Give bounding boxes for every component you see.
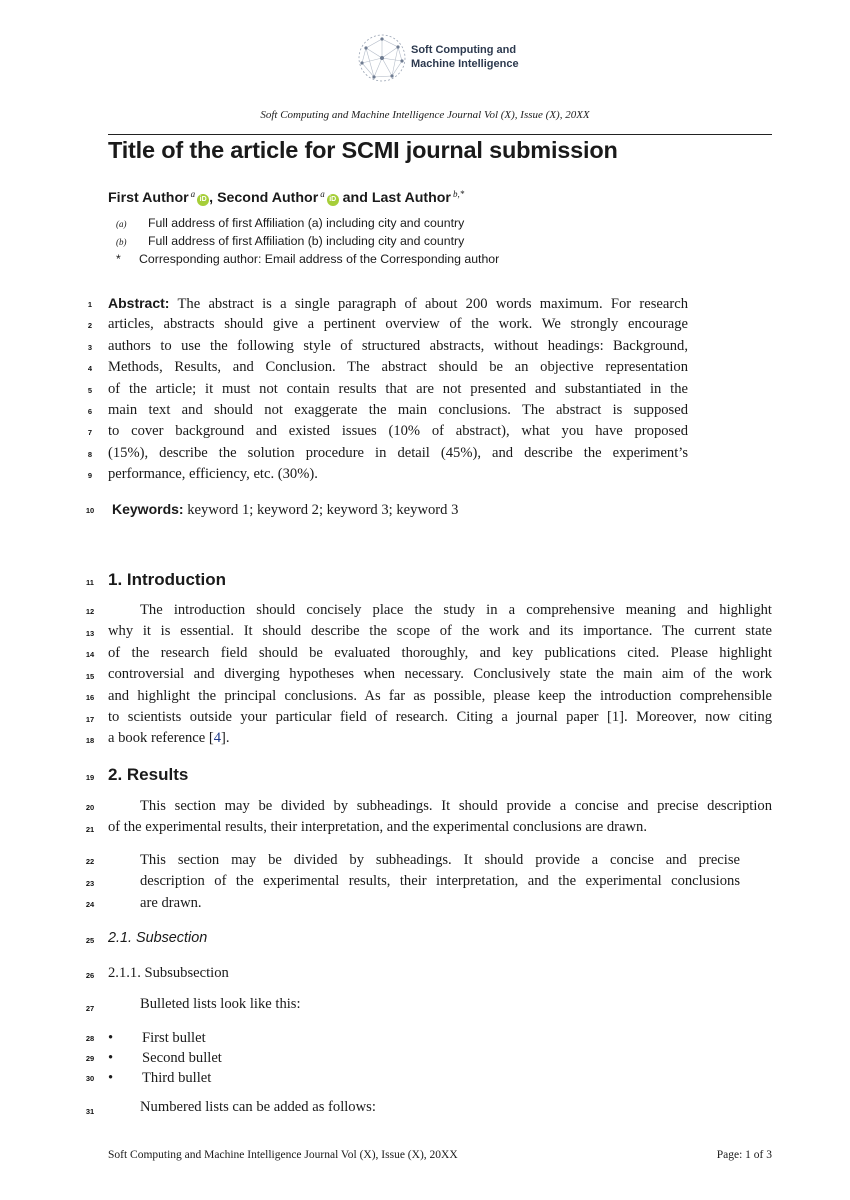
corresponding-author xyxy=(116,252,500,266)
paragraph-line: This section may be divided by subheadings. It should provide a concise and precise description xyxy=(140,798,772,814)
line-number: 10 xyxy=(85,506,95,515)
author-list xyxy=(108,189,464,206)
line-number: 15 xyxy=(85,672,95,681)
author-1-affil: a xyxy=(190,189,196,199)
affiliation-b xyxy=(116,234,465,248)
quote-line: are drawn. xyxy=(140,894,202,911)
affiliation-a xyxy=(116,216,465,230)
author-3: Last Author xyxy=(371,190,451,206)
running-header: Soft Computing and Machine Intelligence Journal Vol (X), Issue (X), 20XX xyxy=(260,109,590,121)
author-1: First Author xyxy=(108,190,189,206)
line-number: 30 xyxy=(85,1074,95,1083)
paragraph-line: why it is essential. It should describe the scope of the work and its importance. The current state xyxy=(108,623,772,640)
line-number: 13 xyxy=(85,629,95,638)
citation-link[interactable]: 4 xyxy=(213,730,222,747)
bullet-text: Third bullet xyxy=(142,1070,212,1086)
orcid-icon[interactable]: iD xyxy=(197,194,209,206)
line-number: 14 xyxy=(85,650,95,659)
line-number: 8 xyxy=(87,450,93,459)
line-number: 28 xyxy=(85,1034,95,1043)
line-number: 29 xyxy=(85,1054,95,1063)
line-number: 21 xyxy=(85,825,95,834)
article-title: Title of the article for SCMI journal submission xyxy=(108,137,618,163)
citation-prefix: a book reference [ xyxy=(108,730,214,747)
introduction-paragraph xyxy=(108,600,772,750)
line-number: 18 xyxy=(85,736,95,745)
paragraph-line: The introduction should concisely place the study in a comprehensive meaning and highlight xyxy=(140,602,772,618)
section-heading-results: 2. Results xyxy=(108,765,189,784)
paragraph-line: to scientists outside your particular field of research. Citing a journal paper [1]. Moreover, now citing xyxy=(108,708,772,725)
affiliation-mark: (a) xyxy=(116,219,127,229)
journal-logo-text xyxy=(411,43,519,71)
abstract-line: to cover background and existed issues (10% of abstract), what you have proposed xyxy=(108,423,688,440)
line-number: 5 xyxy=(87,386,93,395)
corresponding-mark: * xyxy=(116,252,121,266)
line-number: 26 xyxy=(85,971,95,980)
paragraph-line: of the research field should be evaluated thoroughly, and key publications cited. Please highlight xyxy=(108,644,772,661)
paragraph-line: and highlight the principal conclusions. As far as possible, please keep the introduction comprehensible xyxy=(108,687,772,704)
subsection-heading: 2.1. Subsection xyxy=(108,930,208,946)
line-number: 3 xyxy=(87,343,93,352)
line-number: 9 xyxy=(87,471,93,480)
line-number: 7 xyxy=(87,428,93,437)
line-number: 23 xyxy=(85,879,95,888)
line-number: 27 xyxy=(85,1004,95,1013)
line-number: 2 xyxy=(87,321,93,330)
affiliation-mark: (b) xyxy=(116,237,127,247)
bullet-icon: • xyxy=(108,1030,114,1046)
abstract-line: of the article; it must not contain results that are not presented and substantiated in the xyxy=(108,380,688,397)
line-number: 19 xyxy=(85,773,95,782)
quote-line: description of the experimental results, their interpretation, and the experimental conclusions xyxy=(140,873,740,890)
line-number: 31 xyxy=(85,1107,95,1116)
bullet-intro: Bulleted lists look like this: xyxy=(140,996,301,1012)
bullet-list xyxy=(108,1028,222,1088)
header-rule xyxy=(108,134,772,135)
keywords-text: keyword 1; keyword 2; keyword 3; keyword 3 xyxy=(187,502,459,518)
results-paragraph xyxy=(108,796,772,839)
corresponding-text: Corresponding author: Email address of the Corresponding author xyxy=(139,252,500,266)
logo-line2: Machine Intelligence xyxy=(411,58,519,70)
bullet-icon: • xyxy=(108,1050,114,1066)
numbered-intro: Numbered lists can be added as follows: xyxy=(140,1099,376,1115)
author-and: and xyxy=(342,190,368,206)
keywords xyxy=(112,499,458,521)
abstract-line: articles, abstracts should give a pertinent overview of the work. We strongly encourage xyxy=(108,316,688,333)
abstract-line: authors to use the following style of structured abstracts, without headings: Background, xyxy=(108,337,688,354)
paragraph-line xyxy=(108,728,772,749)
author-2: Second Author xyxy=(217,190,319,206)
line-number: 4 xyxy=(87,364,93,373)
section-heading-introduction: 1. Introduction xyxy=(108,570,227,589)
journal-logo-icon xyxy=(356,33,408,83)
abstract-line: performance, efficiency, etc. (30%). xyxy=(108,466,318,483)
line-number: 12 xyxy=(85,607,95,616)
bullet-icon: • xyxy=(108,1070,114,1086)
subsubsection-heading: 2.1.1. Subsubsection xyxy=(108,965,229,981)
author-2-affil: a xyxy=(320,189,325,199)
line-number: 17 xyxy=(85,715,95,724)
abstract-line: (15%), describe the solution procedure in detail (45%), and describe the experiment’s xyxy=(108,444,688,461)
abstract-line: main text and should not exaggerate the main conclusions. The abstract is supposed xyxy=(108,401,688,418)
abstract-line: Methods, Results, and Conclusion. The abstract should be an objective representation xyxy=(108,359,688,376)
paragraph-line: controversial and diverging hypotheses when necessary. Conclusively state the main aim of the work xyxy=(108,666,772,683)
abstract-label: Abstract: xyxy=(108,295,170,311)
line-number: 20 xyxy=(85,803,95,812)
footer-page-number: Page: 1 of 3 xyxy=(716,1149,772,1161)
line-number: 1 xyxy=(87,300,93,309)
author-sep: , xyxy=(209,190,214,206)
results-quote xyxy=(140,850,740,914)
line-number: 6 xyxy=(87,407,93,416)
line-number: 25 xyxy=(85,936,95,945)
orcid-icon[interactable]: iD xyxy=(327,194,339,206)
author-3-affil: b,* xyxy=(452,189,465,199)
line-number: 16 xyxy=(85,693,95,702)
paragraph-line: of the experimental results, their interpretation, and the experimental conclusions are drawn. xyxy=(108,819,647,836)
list-item xyxy=(108,1068,222,1088)
line-number: 22 xyxy=(85,857,95,866)
logo-line1: Soft Computing and xyxy=(411,44,517,56)
quote-line: This section may be divided by subheadings. It should provide a concise and precise xyxy=(140,852,740,868)
bullet-text: Second bullet xyxy=(142,1050,222,1066)
affiliation-text: Full address of first Affiliation (a) including city and country xyxy=(148,216,465,230)
line-number: 24 xyxy=(85,900,95,909)
affiliation-text: Full address of first Affiliation (b) including city and country xyxy=(148,234,465,248)
abstract xyxy=(108,293,688,486)
list-item xyxy=(108,1028,222,1048)
citation-suffix: ]. xyxy=(221,730,230,747)
abstract-line: The abstract is a single paragraph of about 200 words maximum. For research xyxy=(177,296,689,312)
keywords-label: Keywords: xyxy=(112,501,184,517)
list-item xyxy=(108,1048,222,1068)
footer-journal: Soft Computing and Machine Intelligence Journal Vol (X), Issue (X), 20XX xyxy=(108,1149,458,1161)
bullet-text: First bullet xyxy=(142,1030,206,1046)
line-number: 11 xyxy=(86,578,94,587)
